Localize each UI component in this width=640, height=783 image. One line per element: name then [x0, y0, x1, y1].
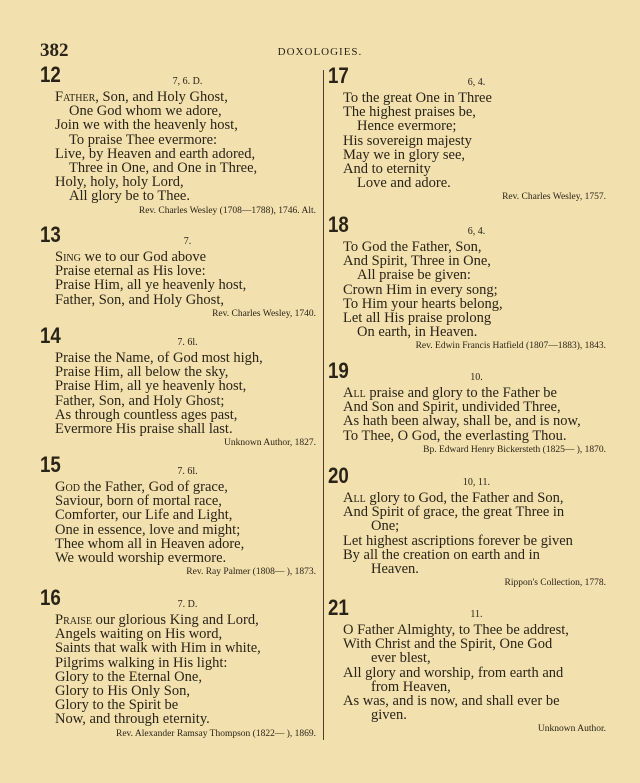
hymn-meter: 10, 11. [462, 477, 491, 488]
verse-line [40, 684, 320, 698]
verse-text: Let all His praise prolong [343, 310, 492, 327]
hymn-17 [328, 63, 610, 203]
hymn-meter: 6, 4. [467, 77, 486, 88]
verse-line [328, 148, 610, 162]
verse-line [328, 400, 610, 414]
hymn-attribution: Rev. Charles Wesley, 1740. [212, 308, 316, 319]
verse-line [40, 613, 320, 627]
verse-text: Heaven. [371, 561, 419, 578]
hymn-lead-word: Father [55, 89, 96, 105]
hymn-number: 12 [40, 62, 61, 87]
verse-text: To the great One in Three [343, 90, 492, 106]
verse-text: The highest praises be, [343, 104, 476, 121]
hymn-number: 14 [40, 323, 61, 348]
hymn-attribution: Bp. Edward Henry Bickersteth (1825— ), 1870. [423, 444, 606, 455]
verse-line [40, 656, 320, 670]
hymn-attribution: Rev. Charles Wesley (1708—1788), 1746. Alt. [138, 205, 316, 216]
verse-text: from Heaven, [371, 678, 451, 695]
verse-line [40, 537, 320, 551]
verse-line [328, 623, 610, 637]
verse-line [328, 297, 610, 311]
hymn-meter: 7. D. [177, 599, 198, 610]
verse-text: Evermore His praise shall last. [55, 421, 233, 438]
hymn-20 [328, 463, 610, 589]
verse-line [328, 119, 610, 133]
verse-line [328, 176, 610, 190]
verse-line [328, 562, 610, 576]
hymn-number: 18 [328, 212, 349, 237]
verse-line [40, 379, 320, 393]
hymn-meter: 7, 6. D. [172, 76, 203, 87]
verse-text: Glory to the Spirit be [55, 697, 179, 714]
verse-text: Saints that walk with Him in white, [55, 640, 261, 657]
hymn-14 [40, 323, 320, 449]
hymn-lead-word: All [343, 490, 366, 506]
verse-line [40, 508, 320, 522]
hymn-lead-word: Sing [55, 249, 81, 265]
hymn-meter: 7. 6l. [177, 466, 198, 477]
verse-line [328, 311, 610, 325]
hymn-attribution: Rev. Alexander Ramsay Thompson (1822— ), 1869. [115, 728, 316, 739]
verse-line [40, 147, 320, 161]
verse-text: To praise Thee evermore: [69, 131, 218, 148]
verse-line [40, 551, 320, 565]
verse-text: the Father, God of grace, [79, 479, 228, 495]
verse-text: To God the Father, Son, [343, 239, 482, 255]
verse-line [40, 133, 320, 147]
verse-text: And to eternity [343, 161, 431, 178]
verse-text: Praise Him, all ye heavenly host, [55, 277, 247, 294]
verse-text: O Father Almighty, to Thee be addrest, [343, 622, 569, 638]
verse-text: , Son, and Holy Ghost, [95, 89, 228, 105]
verse-line [40, 118, 320, 132]
verse-text: As was, and is now, and shall ever be [343, 693, 560, 710]
hymn-13 [40, 222, 320, 319]
hymn-attribution: Rev. Ray Palmer (1808— ), 1873. [186, 567, 316, 578]
hymn-number: 15 [40, 452, 61, 477]
verse-text: Saviour, born of mortal race, [55, 493, 222, 510]
hymn-attribution: Unknown Author, 1827. [224, 438, 316, 449]
verse-text: ever blest, [371, 650, 431, 667]
hymn-meter: 11. [470, 609, 483, 620]
verse-text: Let highest ascriptions forever be given [343, 532, 573, 549]
verse-line [40, 250, 320, 264]
verse-line [328, 91, 610, 105]
verse-line [328, 651, 610, 665]
hymn-number: 16 [40, 585, 61, 610]
verse-line [328, 491, 610, 505]
verse-text: Love and adore. [357, 175, 451, 192]
verse-text: glory to God, the Father and Son, [365, 490, 564, 506]
verse-text: Now, and through eternity. [55, 711, 210, 728]
hymn-number: 19 [328, 358, 349, 383]
verse-line [328, 548, 610, 562]
verse-text: One God whom we adore, [69, 103, 222, 120]
verse-text: And Son and Spirit, undivided Three, [343, 399, 561, 416]
hymn-attribution: Unknown Author. [537, 724, 606, 735]
verse-line [40, 293, 320, 307]
verse-text: May we in glory see, [343, 146, 466, 163]
verse-line [328, 694, 610, 708]
verse-text: One; [371, 518, 400, 535]
verse-line [40, 627, 320, 641]
verse-line [328, 325, 610, 339]
verse-text: praise and glory to the Father be [365, 385, 557, 401]
verse-text: With Christ and the Spirit, One God [343, 636, 553, 653]
hymn-12 [40, 62, 320, 216]
verse-line [40, 712, 320, 726]
verse-text: Three in One, and One in Three, [69, 160, 258, 177]
verse-text: All praise be given: [357, 267, 471, 284]
verse-line [328, 429, 610, 443]
verse-text: Pilgrims walking in His light: [55, 654, 228, 671]
verse-line [328, 534, 610, 548]
verse-text: Praise the Name, of God most high, [55, 350, 263, 366]
verse-text: Angels waiting on His word, [55, 626, 223, 643]
verse-line [40, 641, 320, 655]
verse-text: Comforter, our Life and Light, [55, 507, 233, 524]
hymn-16 [40, 585, 320, 739]
hymn-attribution: Rippon's Collection, 1778. [504, 578, 606, 589]
verse-text: Live, by Heaven and earth adored, [55, 145, 256, 162]
verse-line [328, 268, 610, 282]
verse-text: given. [371, 707, 407, 724]
verse-line [40, 494, 320, 508]
verse-text: Praise eternal as His love: [55, 263, 206, 280]
verse-line [328, 637, 610, 651]
verse-line [40, 278, 320, 292]
verse-line [328, 666, 610, 680]
column-divider [323, 70, 324, 740]
verse-line [40, 189, 320, 203]
hymn-15 [40, 452, 320, 578]
verse-text: Praise Him, all below the sky, [55, 364, 229, 381]
verse-line [328, 519, 610, 533]
verse-line [328, 105, 610, 119]
hymn-19 [328, 358, 610, 455]
verse-line [40, 365, 320, 379]
verse-text: Hence evermore; [357, 118, 457, 135]
verse-text: As hath been alway, shall be, and is now, [343, 413, 581, 430]
verse-line [40, 698, 320, 712]
hymn-21 [328, 595, 610, 735]
hymn-number: 20 [328, 463, 349, 488]
verse-text: And Spirit of grace, the great Three in [343, 504, 565, 521]
hymn-lead-word: Praise [55, 612, 92, 628]
verse-text: Join we with the heavenly host, [55, 117, 238, 134]
verse-text: Glory to His Only Son, [55, 683, 190, 700]
verse-text: Father, Son, and Holy Ghost, [55, 291, 224, 308]
verse-text: We would worship evermore. [55, 550, 227, 567]
verse-line [40, 480, 320, 494]
hymn-lead-word: God [55, 479, 80, 495]
hymn-meter: 10. [470, 372, 483, 383]
verse-text: To Thee, O God, the everlasting Thou. [343, 427, 567, 444]
hymn-number: 13 [40, 222, 61, 247]
verse-text: our glorious King and Lord, [91, 612, 259, 628]
verse-line [328, 283, 610, 297]
hymn-attribution: Rev. Charles Wesley, 1757. [502, 192, 606, 203]
hymn-meter: 6, 4. [467, 226, 486, 237]
verse-line [328, 505, 610, 519]
verse-line [40, 670, 320, 684]
verse-text: Praise Him, all ye heavenly host, [55, 378, 247, 395]
verse-line [40, 90, 320, 104]
verse-text: we to our God above [80, 249, 207, 265]
verse-text: And Spirit, Three in One, [343, 253, 491, 270]
verse-text: Thee whom all in Heaven adore, [55, 535, 245, 552]
hymn-number: 17 [328, 63, 349, 88]
verse-text: His sovereign majesty [343, 132, 472, 149]
verse-text: Crown Him in every song; [343, 281, 498, 298]
verse-line [40, 161, 320, 175]
running-head: DOXOLOGIES. [277, 46, 363, 58]
verse-line [40, 408, 320, 422]
verse-line [328, 708, 610, 722]
hymn-number: 21 [328, 595, 349, 620]
verse-line [40, 523, 320, 537]
verse-text: All glory and worship, from earth and [343, 664, 564, 681]
verse-text: Father, Son, and Holy Ghost; [55, 392, 225, 409]
verse-line [328, 254, 610, 268]
verse-line [328, 134, 610, 148]
verse-text: As through countless ages past, [55, 406, 238, 423]
verse-text: Glory to the Eternal One, [55, 668, 202, 685]
verse-line [40, 422, 320, 436]
hymn-18 [328, 212, 610, 352]
verse-text: On earth, in Heaven. [357, 324, 478, 341]
verse-line [328, 386, 610, 400]
hymn-meter: 7. 6l. [177, 337, 198, 348]
verse-text: To Him your hearts belong, [343, 295, 503, 312]
verse-text: One in essence, love and might; [55, 521, 241, 538]
hymn-lead-word: All [343, 385, 366, 401]
verse-text: By all the creation on earth and in [343, 546, 540, 563]
verse-line [40, 394, 320, 408]
verse-line [40, 104, 320, 118]
verse-line [328, 240, 610, 254]
hymn-meter: 7. [183, 236, 192, 247]
verse-line [328, 162, 610, 176]
hymn-attribution: Rev. Edwin Francis Hatfield (1807—1883), 1843. [415, 341, 606, 352]
verse-line [328, 414, 610, 428]
page-number: 382 [40, 40, 69, 61]
verse-line [328, 680, 610, 694]
verse-line [40, 351, 320, 365]
verse-text: Holy, holy, holy Lord, [55, 174, 184, 191]
verse-line [40, 175, 320, 189]
verse-text: All glory be to Thee. [69, 188, 190, 205]
verse-line [40, 264, 320, 278]
